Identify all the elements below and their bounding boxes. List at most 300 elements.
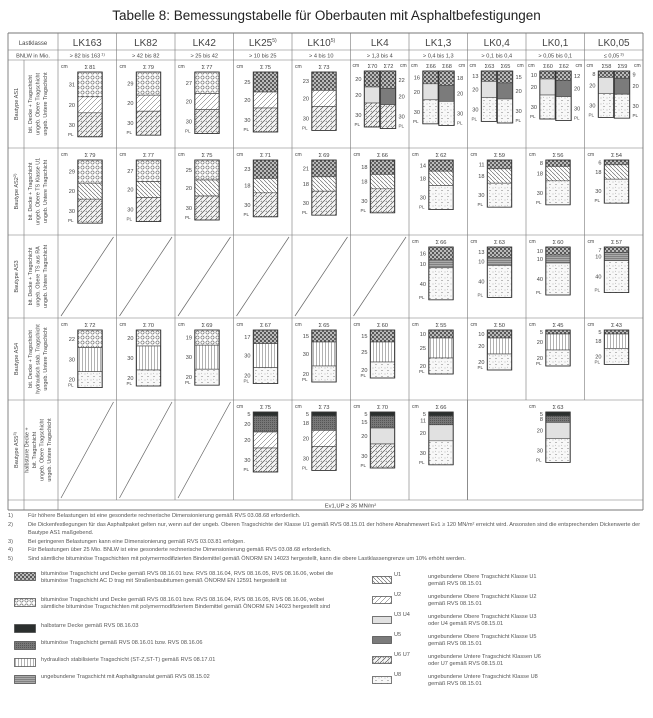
thickness-sum: Σ77: [142, 153, 155, 159]
subgrade-marker: PL: [594, 359, 601, 365]
layer-u34: [482, 81, 497, 97]
layer-thickness: 25: [419, 346, 426, 352]
layer-thickness: 20: [127, 336, 134, 342]
layer-hyd: [429, 338, 453, 358]
layer-pmb: [195, 330, 219, 345]
unit-label: cm: [587, 239, 595, 245]
cell-structure: [529, 152, 570, 205]
layer-thickness: 10: [478, 259, 485, 266]
legend-text: ungebundene Obere Tragschicht Klasse U3 oder U4 gemäß RVS 08.15.01: [428, 614, 537, 628]
cell-structure: [120, 64, 161, 135]
layer-thickness: 20: [515, 89, 522, 95]
subgrade-marker: PL: [536, 361, 542, 366]
layer-thickness: 20: [355, 77, 362, 83]
layer-thickness: 29: [68, 169, 75, 176]
layer-hyd: [137, 346, 161, 370]
layer-thickness: 15: [302, 334, 309, 340]
subgrade-marker: PL: [419, 204, 425, 210]
layer-pmb: [78, 160, 102, 183]
bautype-description: bit. Decke + Tragschicht: [28, 330, 34, 388]
legend-swatch-u8: [372, 676, 392, 684]
layer-thickness: 25: [361, 350, 368, 356]
layer-u8: [546, 350, 570, 366]
layer-bit: [546, 247, 570, 255]
layer-thickness: 10: [595, 254, 602, 261]
unit-label: cm: [634, 63, 641, 69]
layer-halb: [546, 412, 570, 416]
unit-label: cm: [236, 322, 244, 328]
layer-thickness: 10: [478, 332, 485, 338]
cell-structure: [528, 63, 582, 121]
layer-bit: [254, 72, 278, 92]
layer-u67: [312, 191, 336, 215]
layer-thickness: 5: [539, 330, 543, 336]
not-applicable-diagonal: [237, 237, 290, 316]
layer-bit: [546, 330, 570, 334]
thickness-sum: Σ60: [552, 240, 564, 246]
layer-thickness: 9: [632, 72, 636, 79]
layer-thickness: 30: [398, 114, 405, 121]
layer-thickness: 18: [361, 179, 368, 186]
thickness-sum: Σ79: [142, 65, 155, 71]
layer-thickness: 40: [536, 277, 543, 283]
unit-label: cm: [178, 64, 185, 70]
layer-u8: [429, 441, 453, 465]
layer-hyd: [195, 345, 219, 369]
layer-u67: [195, 110, 219, 134]
thickness-sum: Σ77: [201, 65, 213, 71]
thickness-sum: Σ66: [426, 64, 436, 70]
subgrade-marker: PL: [243, 211, 250, 217]
thickness-sum: Σ55: [435, 323, 447, 329]
layer-thickness: 30: [127, 121, 134, 128]
cell-structure: [412, 239, 453, 300]
footnote-number: 4): [8, 547, 13, 554]
unit-label: cm: [61, 152, 68, 158]
unit-label: cm: [353, 152, 361, 158]
layer-thickness: 27: [127, 168, 134, 175]
footnote: [8, 546, 648, 555]
layer-thickness: 30: [361, 454, 368, 460]
unit-label: cm: [61, 322, 68, 328]
bnlw-range: > 10 bis 25: [248, 53, 277, 60]
layer-hyd: [254, 344, 278, 368]
load-class-header: LK10$^{5)}$: [307, 38, 336, 49]
bautype-description: bit. Decke + Tragschicht: [28, 162, 34, 221]
subgrade-marker: PL: [68, 131, 74, 137]
layer-u1: [546, 166, 570, 180]
thickness-sum: Σ71: [259, 153, 272, 159]
layer-bit: [312, 72, 336, 90]
layer-thickness: 29: [127, 81, 134, 88]
layer-u5: [498, 83, 513, 99]
bautype-description: halbstarre Decke +: [24, 427, 31, 473]
layer-u8: [423, 100, 438, 124]
layer-thickness: 20: [632, 84, 639, 91]
layer-u1: [137, 182, 161, 198]
layer-bit: [439, 71, 454, 85]
bautype-description: ungeb. Untere Tragschicht: [43, 159, 49, 224]
layer-thickness: 30: [244, 458, 251, 464]
legend-text: bituminöse Tragschicht gemäß RVS 08.16.01 bzw. RVS 08.16.06: [41, 640, 203, 646]
subgrade-marker: PL: [477, 365, 484, 370]
layer-u34: [599, 77, 614, 93]
thickness-sum: Σ69: [318, 153, 330, 159]
thickness-sum: Σ63: [484, 64, 495, 70]
not-applicable-diagonal: [61, 237, 114, 316]
thickness-sum: Σ66: [435, 405, 447, 411]
layer-thickness: 18: [595, 170, 602, 176]
layer-ra: [605, 253, 629, 261]
thickness-sum: Σ62: [559, 64, 569, 70]
subgrade-marker: PL: [243, 127, 250, 132]
legend-text: bituminöse Tragschicht und Decke gemäß RVS 08.16.01 bzw. RVS 08.16.04, RVS 08.16.05, RVS 08.16.06, wobei die bituminöse Tragschicht AC D trag mit Straßenbaubitumen gemäß ÖNORM EN 12591 hergestellt ist: [41, 571, 334, 585]
subgrade-marker: PL: [302, 377, 308, 382]
layer-bit: [488, 160, 512, 169]
subgrade-marker: PL: [243, 467, 250, 472]
unit-label: cm: [411, 63, 418, 69]
layer-thickness: 6: [598, 160, 602, 167]
legend-swatch-u5: [372, 636, 392, 644]
layer-bit: [312, 160, 336, 177]
subgrade-marker: PL: [536, 457, 542, 463]
layer-u67: [254, 448, 278, 472]
unit-label: cm: [236, 152, 244, 158]
cell-structure: [587, 63, 641, 118]
cell-structure: [295, 152, 336, 215]
unit-label: cm: [412, 404, 419, 410]
layer-thickness: 14: [419, 163, 426, 170]
layer-thickness: 20: [355, 93, 362, 99]
layer-bit: [371, 160, 395, 174]
unit-label: cm: [178, 152, 185, 158]
layer-u8: [371, 362, 395, 378]
layer-u8: [605, 348, 629, 364]
layer-thickness: 10: [536, 249, 543, 255]
layer-u67: [371, 189, 395, 213]
thickness-sum: Σ72: [84, 323, 96, 329]
layer-bit: [599, 71, 614, 77]
ev-requirement: Ev1,UP ≥ 35 MN/m²: [324, 503, 377, 510]
layer-u8: [137, 370, 161, 386]
cell-structure: [61, 322, 102, 388]
layer-u8: [254, 368, 278, 384]
thickness-sum: Σ63: [493, 240, 506, 246]
subgrade-marker: PL: [354, 122, 361, 127]
legend-swatch-bit: [14, 572, 36, 581]
bautype-description: bit. Tragschicht: [32, 431, 38, 469]
thickness-sum: Σ62: [435, 153, 447, 159]
unit-label: cm: [236, 404, 244, 410]
layer-thickness: 22: [68, 336, 75, 343]
thickness-sum: Σ60: [543, 64, 553, 70]
layer-thickness: 30: [68, 357, 75, 364]
unit-label: cm: [352, 63, 360, 69]
layer-thickness: 20: [472, 87, 479, 94]
layer-thickness: 20: [244, 98, 251, 104]
layer-thickness: 18: [361, 165, 368, 172]
subgrade-marker: PL: [126, 130, 133, 136]
layer-thickness: 20: [478, 360, 485, 366]
layer-thickness: 30: [419, 195, 426, 202]
layer-thickness: 16: [413, 75, 420, 82]
layer-thickness: 5: [539, 412, 543, 418]
subgrade-marker: PL: [413, 118, 419, 124]
load-class-header: LK0,1: [542, 38, 569, 49]
layer-u67: [195, 196, 219, 220]
layer-u1: [488, 169, 512, 183]
layer-thickness: 5: [422, 412, 426, 418]
layer-thickness: 22: [398, 77, 405, 84]
layer-thickness: 30: [302, 201, 309, 208]
layer-bit: [429, 247, 453, 260]
layer-thickness: 20: [127, 376, 134, 382]
layer-thickness: 18: [457, 76, 464, 83]
unit-label: cm: [295, 322, 302, 328]
not-applicable-diagonal: [178, 402, 231, 498]
layer-u67: [371, 444, 395, 468]
bnlw-range: > 4 bis 10: [309, 53, 334, 60]
layer-thickness: 15: [361, 420, 368, 426]
layer-bitts: [254, 416, 278, 432]
layer-u8: [546, 181, 570, 205]
layer-thickness: 20: [302, 436, 309, 443]
legend-text: ungebundene Untere Tragschicht Klassen U6 oder U7 gemäß RVS 08.15.01: [428, 654, 541, 668]
unit-label: cm: [412, 152, 419, 158]
layer-thickness: 20: [361, 368, 368, 374]
layer-pmb: [78, 330, 102, 348]
layer-bit: [605, 160, 629, 165]
layer-thickness: 30: [68, 209, 75, 216]
not-applicable-diagonal: [178, 237, 231, 316]
bautype-description: hydraulisch stab. Tragschicht: [35, 324, 42, 394]
legend-text: ungebundene Untere Tragschicht Klasse U8 gemäß RVS 08.15.01: [428, 674, 538, 688]
layer-u8: [615, 94, 630, 118]
thickness-sum: Σ67: [259, 323, 272, 329]
layer-u1: [254, 178, 278, 192]
layer-u67: [312, 106, 336, 130]
layer-u2: [137, 95, 161, 111]
bnlw-range: > 0,4 bis 1,3: [422, 53, 454, 60]
unit-label: cm: [586, 63, 594, 69]
footnote-text: Die Dickenfestlegungen für das Asphaltpaket gelten nur, wenn auf der ungeb. Oberen Tragschichte der Klasse U1 gemäß RVS 08.15.01 der höhere Abnahmewert Ev1 ≥ 120 MN/m² erreicht wird. Ansonsten sind die entsprechenden Dickenwerte der Bautype AS1 maßgebend.: [28, 521, 641, 537]
layer-thickness: 20: [413, 89, 420, 96]
layer-u1: [605, 165, 629, 179]
lastklasse-label: Lastklasse: [18, 41, 48, 47]
layer-hyd: [605, 334, 629, 348]
layer-u34: [365, 87, 380, 103]
unit-label: cm: [529, 404, 536, 410]
subgrade-marker: PL: [185, 380, 191, 386]
layer-u1: [312, 177, 336, 191]
layer-thickness: 20: [530, 85, 537, 91]
layer-u34: [371, 428, 395, 444]
layer-u8: [78, 372, 102, 388]
bnlw-range: > 42 bis 82: [131, 53, 160, 60]
layer-thickness: 17: [244, 334, 251, 341]
cell-structure: [529, 322, 570, 366]
layer-bit: [254, 330, 278, 344]
thickness-sum: Σ56: [552, 153, 564, 159]
unit-label: cm: [295, 64, 302, 70]
cell-structure: [588, 152, 629, 203]
layer-bit: [371, 330, 395, 342]
unit-label: cm: [575, 63, 583, 69]
thickness-sum: Σ45: [552, 323, 564, 329]
layer-pmb: [137, 160, 161, 182]
subgrade-marker: PL: [68, 382, 74, 388]
layer-thickness: 30: [127, 356, 134, 362]
layer-u67: [365, 103, 380, 127]
layer-thickness: 30: [185, 355, 192, 362]
cell-structure: [237, 64, 278, 132]
subgrade-marker: PL: [594, 198, 601, 204]
cell-structure: [120, 152, 161, 222]
legend-code: U5: [394, 632, 402, 638]
layer-thickness: 20: [478, 344, 485, 350]
layer-hyd: [78, 348, 102, 372]
thickness-sum: Σ81: [84, 65, 96, 71]
unit-label: cm: [470, 239, 478, 245]
load-class-header: LK163: [72, 38, 102, 49]
layer-thickness: 30: [536, 190, 543, 197]
footnote-text: Bei geringeren Belastungen kann eine Dimensionierung gemäß RVS 03.03.81 erfolgen.: [28, 538, 245, 545]
unit-label: cm: [295, 152, 302, 158]
unit-label: cm: [458, 63, 466, 69]
layer-thickness: 30: [589, 103, 596, 110]
thickness-sum: Σ66: [376, 153, 389, 159]
layer-bit: [429, 330, 453, 338]
layer-thickness: 30: [419, 450, 426, 457]
layer-u1: [78, 183, 102, 199]
layer-thickness: 5: [305, 412, 309, 418]
unit-label: cm: [119, 322, 127, 328]
load-class-header: LK25$^{5)}$: [248, 38, 277, 49]
subgrade-marker: PL: [477, 202, 484, 208]
subgrade-marker: PL: [68, 218, 74, 224]
layer-thickness: 20: [457, 91, 464, 98]
subgrade-marker: PL: [185, 128, 191, 134]
footnote-text: Für Belastungen über 25 Mio. BNLW ist eine gesonderte rechnerische Dimensionierung gemäß RVS 03.08.68 erforderlich.: [28, 547, 332, 554]
layer-thickness: 20: [302, 372, 309, 378]
bautype-label: Bautype AS2$^{2)}$: [12, 173, 20, 210]
subgrade-marker: PL: [419, 459, 425, 465]
layer-thickness: 20: [419, 364, 426, 370]
layer-thickness: 30: [244, 353, 251, 360]
layer-bitts: [546, 416, 570, 422]
layer-bit: [488, 247, 512, 257]
bautype-description: ungeb. Obere Tragschicht: [39, 418, 46, 482]
legend-text: bituminöse Tragschicht und Decke gemäß RVS 08.16.01 bzw. RVS 08.16.04, RVS 08.16.05, RVS 08.16.06, wobei sämtliche bituminöse Tragschichten mit polymermodifiziertem Bindemittel gemäß ÖNORM EN 14023 hergestellt sind: [41, 597, 331, 611]
layer-thickness: 5: [598, 330, 602, 336]
load-class-header: LK0,05: [597, 38, 630, 49]
legend-swatch-u34: [372, 616, 392, 624]
layer-thickness: 18: [478, 174, 485, 180]
layer-thickness: 20: [68, 377, 75, 384]
cell-structure: [178, 152, 219, 220]
footnote-text: Sind sämtliche bituminöse Tragschichten mit polymermodifizierten Bindemittel gemäß ÖNORM EN 14023 hergestellt, kann die obere Lastklassengrenze um 10% erhöht werden.: [28, 555, 466, 562]
layer-u1: [429, 171, 453, 185]
layer-thickness: 20: [185, 99, 192, 106]
unit-label: cm: [61, 64, 68, 70]
cell-structure: [471, 322, 512, 370]
subgrade-marker: PL: [594, 287, 601, 293]
layer-thickness: 8: [539, 161, 543, 168]
bnlw-range: > 25 bis 42: [190, 53, 219, 60]
layer-ra: [488, 257, 512, 265]
layer-pmb: [195, 160, 219, 180]
layer-thickness: 30: [302, 116, 309, 123]
layer-hyd: [371, 342, 395, 362]
thickness-sum: Σ75: [201, 153, 213, 159]
unit-label: cm: [119, 64, 127, 70]
thickness-sum: Σ65: [318, 323, 330, 329]
unit-label: cm: [412, 322, 419, 328]
layer-thickness: 30: [185, 119, 192, 126]
layer-u67: [381, 105, 396, 129]
layer-thickness: 13: [478, 250, 485, 257]
layer-bit: [429, 160, 453, 171]
bautype-description: ungeb. Untere Tragschicht: [43, 327, 49, 391]
layer-thickness: 10: [530, 73, 537, 79]
subgrade-marker: PL: [126, 381, 133, 386]
layer-thickness: 7: [598, 247, 602, 254]
cell-structure: [61, 152, 102, 223]
thickness-sum: Σ70: [142, 323, 155, 329]
subgrade-marker: PL: [302, 210, 308, 216]
subgrade-marker: PL: [632, 113, 639, 119]
bautype-description: ungeb. Untere Tragschicht: [43, 244, 49, 309]
cell-structure: [470, 63, 524, 123]
layer-thickness: 5: [364, 412, 368, 418]
layer-u67: [312, 446, 336, 470]
layer-u67: [78, 199, 102, 223]
layer-thickness: 20: [127, 187, 134, 194]
layer-thickness: 18: [302, 421, 309, 428]
footnote: [8, 521, 648, 538]
layer-thickness: 30: [515, 109, 522, 115]
not-applicable-diagonal: [61, 402, 114, 498]
layer-thickness: 21: [302, 166, 309, 173]
layer-pmb: [137, 330, 161, 346]
layer-u67: [137, 198, 161, 222]
footnote-number: 2): [8, 521, 13, 528]
load-class-header: LK42: [192, 38, 216, 49]
legend-swatch-pmb: [14, 598, 36, 607]
bautype-label: Bautype AS5$^{3)}$: [12, 432, 20, 468]
thickness-sum: Σ60: [376, 323, 389, 329]
layer-u8: [439, 101, 454, 125]
layer-u67: [254, 108, 278, 132]
layer-halb: [429, 412, 453, 416]
layer-thickness: 18: [302, 182, 309, 188]
thickness-sum: Σ75: [259, 65, 272, 71]
legend-code: U8: [394, 672, 402, 678]
legend-code: U6 U7: [394, 652, 410, 658]
layer-u67: [78, 113, 102, 137]
layer-u34: [429, 425, 453, 441]
not-applicable-diagonal: [354, 237, 407, 316]
thickness-sum: Σ69: [201, 323, 213, 329]
layer-thickness: 20: [302, 96, 309, 103]
bautype-description: ungeb. Untere Tragschicht: [43, 72, 49, 136]
not-applicable-diagonal: [120, 402, 173, 498]
layer-u8: [546, 263, 570, 295]
unit-label: cm: [178, 322, 185, 328]
layer-thickness: 11: [420, 418, 426, 425]
layer-u5: [556, 81, 571, 97]
layer-u5: [439, 85, 454, 101]
